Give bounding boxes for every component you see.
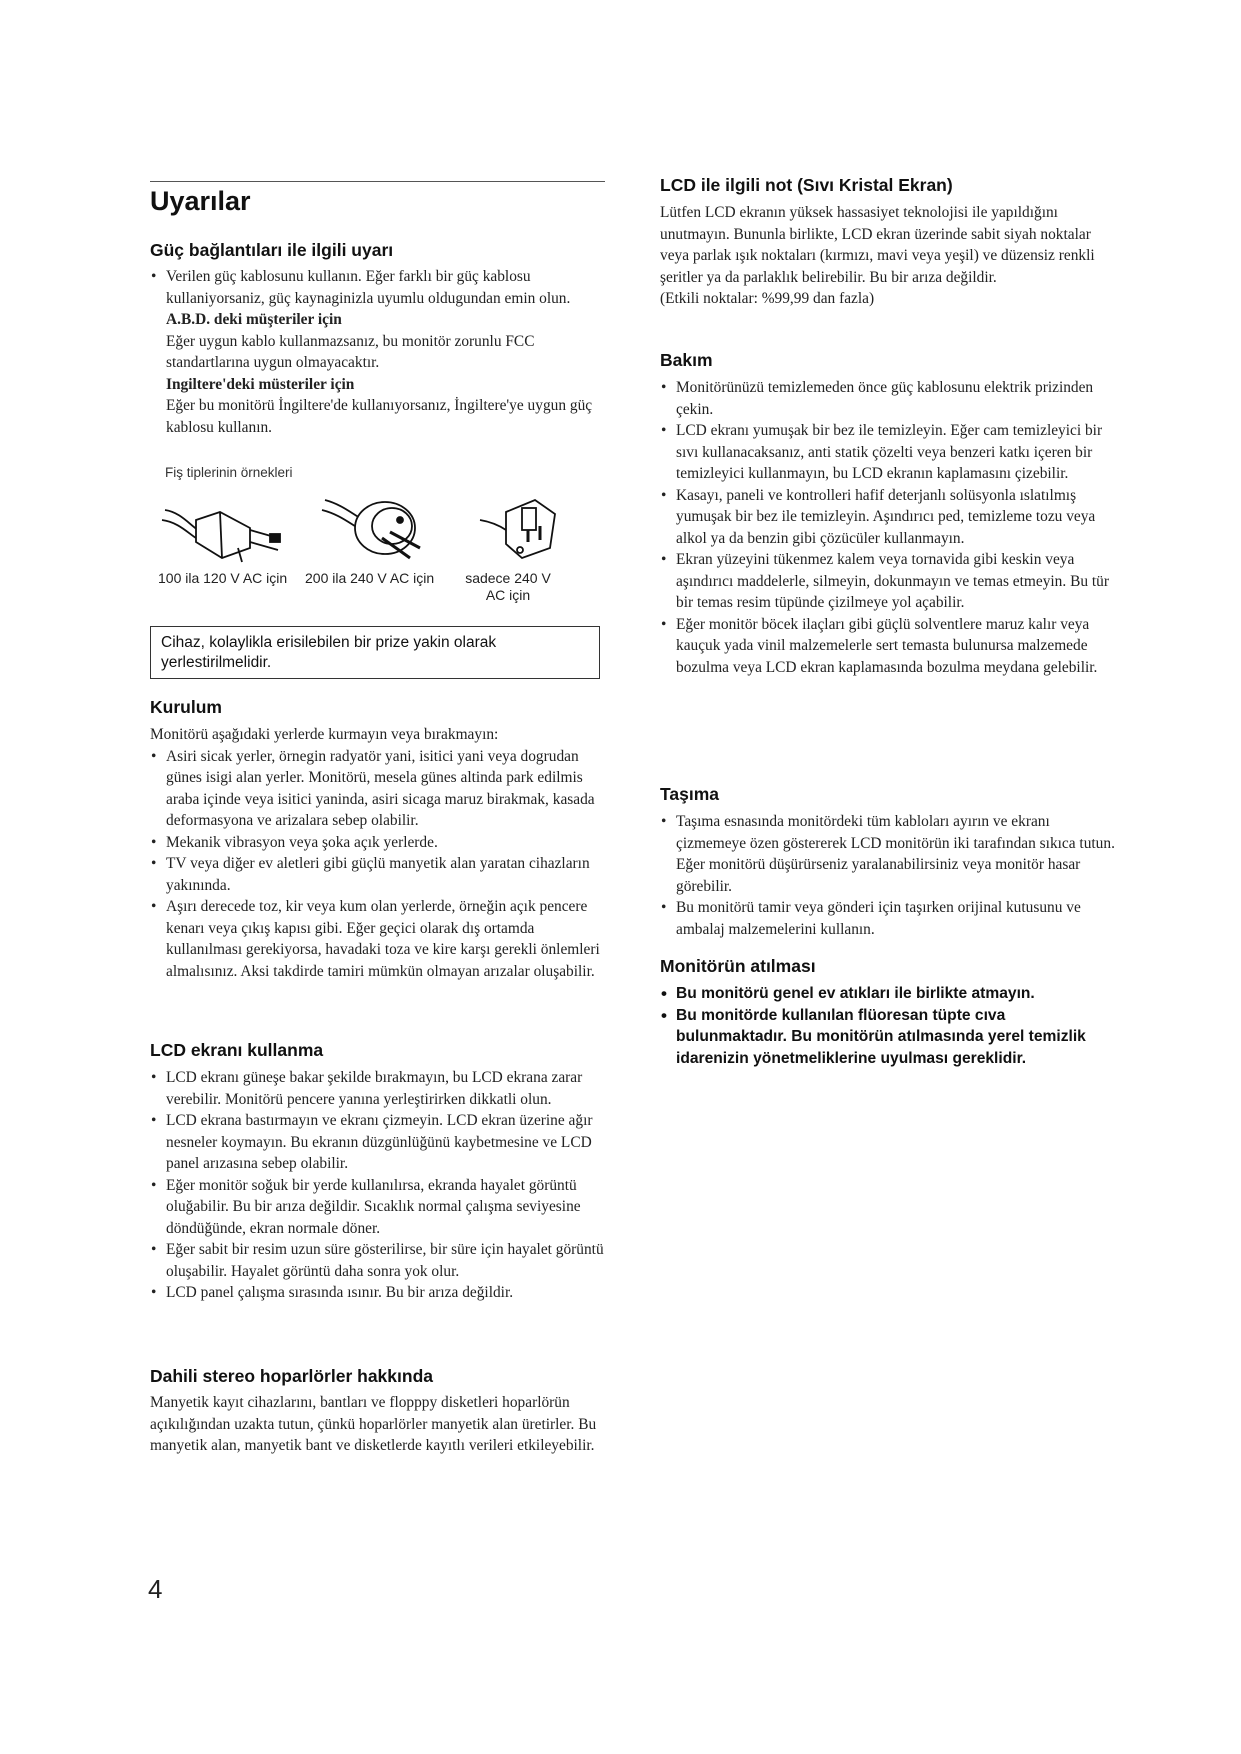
placement-notice-box: Cihaz, kolaylikla erisilebilen bir prize yakin olarak yerlestirilmelidir. — [150, 626, 600, 679]
speakers-text: Manyetik kayıt cihazlarını, bantları ve flopppy disketleri hoparlörün açıkılığından uzakta tutun, çünkü hoparlörler manyetik alan üretirler. Bu manyetik alan, manyetik bant ve disketlerde kayıtlı verileri etkileyebilir. — [150, 1394, 597, 1454]
lcd-note-section — [660, 202, 1120, 310]
installation-list — [150, 746, 605, 983]
disposal-heading: Monitörün atılması — [660, 956, 816, 976]
installation-heading: Kurulum — [150, 697, 222, 717]
title-rule — [150, 181, 605, 182]
lcd-note-effective: (Etkili noktalar: %99,99 dan fazla) — [660, 290, 875, 307]
plug-caption-uk: sadece 240 V AC için — [465, 570, 551, 603]
maintenance-heading: Bakım — [660, 350, 713, 370]
schuko-plug-icon — [322, 500, 420, 558]
transport-heading: Taşıma — [660, 784, 720, 804]
plug-caption-eu: 200 ila 240 V AC için — [305, 570, 435, 586]
disposal-list — [660, 983, 1120, 1069]
page-number: 4 — [148, 1574, 163, 1604]
list-item: • LCD ekranı yumuşak bir bez ile temizleyin. Eğer cam temizleyici bir sıvı kullanacaksanız, anti statik çözelti veya benzeri katkı içeren bir temizleyici kullanmayın, bu LCD ekranın kaplamasını çizebilir. — [660, 420, 1120, 485]
plug-types-figure — [150, 490, 605, 570]
list-item: • LCD ekrana bastırmayın ve ekranı çizmeyin. LCD ekran üzerine ağır nesneler koymayın. Bu ekranın düzgünlüğünü kaybetmesine ve LCD panel arızasına sebep olabilir. — [150, 1110, 605, 1175]
power-list — [150, 266, 605, 309]
usa-heading: A.B.D. deki müşteriler için — [166, 311, 342, 328]
list-item: • Mekanik vibrasyon veya şoka açık yerlerde. — [150, 832, 605, 854]
list-item: • Bu monitörü genel ev atıkları ile birlikte atmayın. — [660, 983, 1120, 1005]
list-item: • Aşırı derecede toz, kir veya kum olan yerlerde, örneğin açık pencere kenarı veya çıkış kapısı gibi. Eğer geçici olarak dış ortamda kullanılması gerekiyorsa, havadaki toza ve kire karşı gerekli önlemleri almalısınız. Aksi takdirde tamiri mümkün olmayan arızalar oluşabilir. — [150, 896, 605, 982]
uk-heading: Ingiltere'deki müsteriler için — [166, 375, 355, 393]
uk-text: Eğer bu monitörü İngiltere'de kullanıyorsanız, İngiltere'ye uygun güç kablosu kullanın. — [166, 397, 593, 436]
installation-intro: Monitörü aşağıdaki yerlerde kurmayın veya bırakmayın: — [150, 726, 499, 743]
list-item: • Monitörünüzü temizlemeden önce güç kablosunu elektrik prizinden çekin. — [660, 377, 1120, 420]
list-item: • LCD panel çalışma sırasında ısınır. Bu bir arıza değildir. — [150, 1282, 605, 1304]
list-item: • Bu monitörde kullanılan flüoresan tüpte cıva bulunmaktadır. Bu monitörün atılmasında yerel temizlik idarenizin yönetmeliklerine uyulması gereklidir. — [660, 1005, 1120, 1070]
list-item: • Eğer monitör soğuk bir yerde kullanılırsa, ekranda hayalet görüntü oluğabilir. Bu bir arıza değildir. Sıcaklık normal çalışma seviyesine döndüğünde, ekran normale döner. — [150, 1175, 605, 1240]
power-section — [150, 266, 605, 438]
maintenance-list — [660, 377, 1120, 678]
usa-text: Eğer uygun kablo kullanmazsanız, bu monitör zorunlu FCC standartlarına uygun olmayacaktır. — [166, 332, 535, 371]
list-item: • Taşıma esnasında monitördeki tüm kabloları ayırın ve ekranı çizmemeye özen göstererek LCD monitörün iki tarafından sıkıca tutun. Eğer monitörü düşürürseniz yaralanabilirsiniz veya monitör hasar görebilir. — [660, 811, 1120, 897]
list-item: • Asiri sicak yerler, örnegin radyatör yani, isitici yani veya dogrudan günes isigi alan yerler. Monitörü, mesela günes altinda park edilmis araba içinde veya isitici yaninda, asiri sicaga maruz birakmak, kasada deformasyona ve arizalara sebep olabilir. — [150, 746, 605, 832]
list-item: • Ekran yüzeyini tükenmez kalem veya tornavida gibi keskin veya aşındırıcı maddelerle, silmeyin, dokunmayın ve temas etmeyin. Bu tür bir temas resim tüpünde çizilmeye yol açabilir. — [660, 549, 1120, 614]
list-item: • Eğer sabit bir resim uzun süre gösterilirse, bir süre için hayalet görüntü oluşabilir. Hayalet görüntü daha sonra yok olur. — [150, 1239, 605, 1282]
lcd-note-heading: LCD ile ilgili not (Sıvı Kristal Ekran) — [660, 175, 953, 195]
page-title: Uyarılar — [150, 186, 251, 216]
lcd-usage-heading: LCD ekranı kullanma — [150, 1040, 324, 1060]
plug-caption-us: 100 ila 120 V AC için — [158, 570, 288, 586]
list-item: • Kasayı, paneli ve kontrolleri hafif deterjanlı solüsyonla ıslatılmış yumuşak bir bez ile temizleyin. Aşındırıcı ped, temizleme tozu veya alkol ya da benzin gibi çözücüler kullanmayın. — [660, 485, 1120, 550]
installation-section — [150, 724, 605, 982]
list-item: • TV veya diğer ev aletleri gibi güçlü manyetik alan yaratan cihazların yakınında. — [150, 853, 605, 896]
list-item: • Eğer monitör böcek ilaçları gibi güçlü solventlere maruz kalır veya kauçuk yada vinil malzemelerle sert temasta bulunursa malzemede bozulma veya LCD ekran kaplamasında bozulma meydana gelebilir. — [660, 614, 1120, 679]
lcd-usage-list — [150, 1067, 605, 1304]
us-plug-icon — [162, 510, 280, 562]
transport-list — [660, 811, 1120, 940]
plug-figure-caption: Fiş tiplerinin örnekleri — [165, 465, 293, 480]
list-item: • Verilen güç kablosunu kullanın. Eğer farklı bir güç kablosu kullaniyorsaniz, güç kaynaginizla uyumlu oldugundan emin olun. — [150, 266, 605, 309]
lcd-note-text: Lütfen LCD ekranın yüksek hassasiyet teknolojisi ile yapıldığını unutmayın. Bununla birlikte, LCD ekran üzerinde sabit siyah noktalar veya parlak ışık noktaları (kırmızı, mavi veya yeşil) ve düzensiz renkli şeritler ya da parlaklık belirebilir. Bu bir arıza değildir. — [660, 204, 1095, 286]
list-item: • LCD ekranı güneşe bakar şekilde bırakmayın, bu LCD ekrana zarar verebilir. Monitörü pencere yanına yerleştirirken dikkatli olun. — [150, 1067, 605, 1110]
uk-plug-icon — [480, 500, 555, 558]
list-item: • Bu monitörü tamir veya gönderi için taşırken orijinal kutusunu ve ambalaj malzemelerini kullanın. — [660, 897, 1120, 940]
speakers-heading: Dahili stereo hoparlörler hakkında — [150, 1366, 433, 1386]
power-heading: Güç bağlantıları ile ilgili uyarı — [150, 240, 394, 260]
